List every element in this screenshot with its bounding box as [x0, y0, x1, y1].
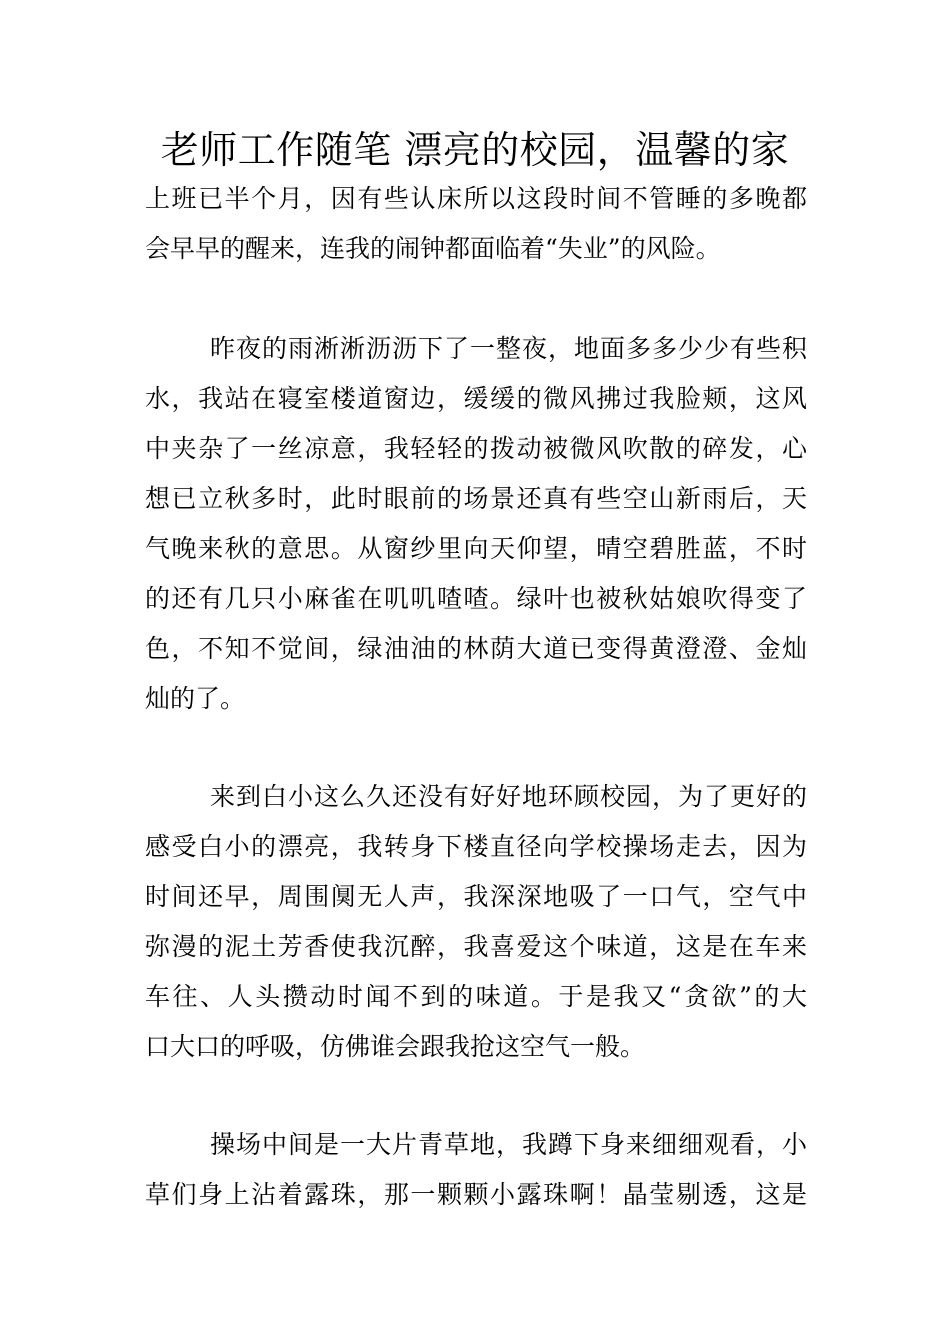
document-title: 老师工作随笔 漂亮的校园，温馨的家	[160, 128, 790, 172]
paragraph-2-line-3: 中夹杂了一丝凉意，我轻轻的拨动被微风吹散的碎发，心	[145, 434, 807, 463]
paragraph-2-line-2: 水，我站在寝室楼道窗边，缓缓的微风拂过我脸颊，这风	[145, 384, 807, 413]
paragraph-2-line-6: 的还有几只小麻雀在叽叽喳喳。绿叶也被秋姑娘吹得变了	[145, 584, 807, 613]
paragraph-3-line-6: 口大口的呼吸，仿佛谁会跟我抢这空气一般。	[145, 1032, 646, 1061]
paragraph-3-line-5: 车往、人头攒动时闻不到的味道。于是我又“贪欲”的大	[145, 982, 807, 1011]
paragraph-2-line-5: 气晚来秋的意思。从窗纱里向天仰望，晴空碧胜蓝，不时	[145, 534, 807, 563]
paragraph-2-line-7: 色，不知不觉间，绿油油的林荫大道已变得黄澄澄、金灿	[145, 634, 807, 663]
paragraph-3-line-4: 弥漫的泥土芳香使我沉醉，我喜爱这个味道，这是在车来	[145, 932, 807, 961]
paragraph-3-line-1: 来到白小这么久还没有好好地环顾校园，为了更好的	[210, 782, 807, 811]
paragraph-2-line-1: 昨夜的雨淅淅沥沥下了一整夜，地面多多少少有些积	[210, 334, 807, 363]
paragraph-2-line-4: 想已立秋多时，此时眼前的场景还真有些空山新雨后，天	[145, 484, 807, 513]
paragraph-4-line-1: 操场中间是一大片青草地，我蹲下身来细细观看，小	[210, 1130, 807, 1159]
paragraph-4-line-2: 草们身上沾着露珠，那一颗颗小露珠啊！晶莹剔透，这是	[145, 1180, 807, 1209]
paragraph-1-line-2: 会早早的醒来，连我的闹钟都面临着“失业”的风险。	[145, 234, 721, 263]
paragraph-1-line-1: 上班已半个月，因有些认床所以这段时间不管睡的多晚都	[145, 184, 807, 213]
paragraph-3-line-2: 感受白小的漂亮，我转身下楼直径向学校操场走去，因为	[145, 832, 807, 861]
paragraph-3-line-3: 时间还早，周围阒无人声，我深深地吸了一口气，空气中	[145, 882, 807, 911]
paragraph-2-line-8: 灿的了。	[145, 684, 246, 713]
